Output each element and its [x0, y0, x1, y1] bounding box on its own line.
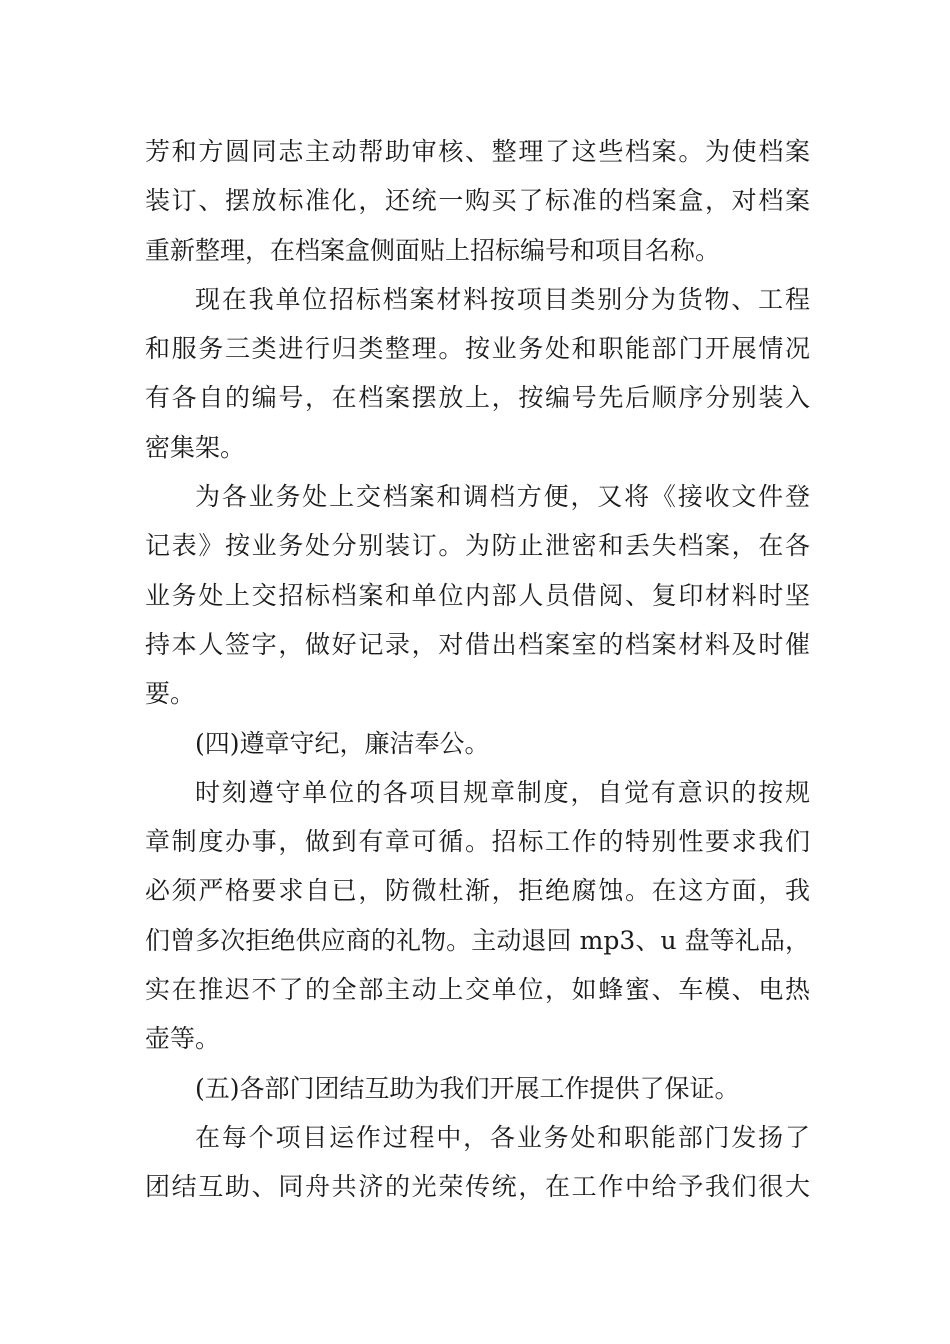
paragraph-first-line: 现在我单位招标档案材料按项目类别分为货物、工程	[195, 284, 810, 314]
text-line: 实在推迟不了的全部主动上交单位，如蜂蜜、车模、电热	[145, 975, 810, 1005]
text-line: 们曾多次拒绝供应商的礼物。主动退回 mp3、u 盘等礼品，	[145, 925, 810, 955]
body-text	[145, 127, 810, 1212]
text-line: 持本人签字，做好记录，对借出档案室的档案材料及时催	[145, 629, 810, 659]
text-line: 章制度办事，做到有章可循。招标工作的特别性要求我们	[145, 827, 810, 857]
text-line: 重新整理，在档案盒侧面贴上招标编号和项目名称。	[145, 235, 721, 265]
paragraph-first-line: 为各业务处上交档案和调档方便，又将《接收文件登	[195, 482, 810, 512]
text-line: 装订、摆放标准化，还统一购买了标准的档案盒，对档案	[145, 186, 810, 216]
text-line: 密集架。	[145, 432, 246, 462]
paragraph-first-line: 在每个项目运作过程中，各业务处和职能部门发扬了	[195, 1122, 810, 1152]
text-line: 记表》按业务处分别装订。为防止泄密和丢失档案，在各	[145, 531, 810, 561]
text-line: 芳和方圆同志主动帮助审核、整理了这些档案。为使档案	[145, 137, 810, 166]
text-line: 必须严格要求自已，防微杜渐，拒绝腐蚀。在这方面，我	[145, 876, 810, 906]
text-line: 团结互助、同舟共济的光荣传统，在工作中给予我们很大	[145, 1172, 810, 1202]
text-line: 有各自的编号，在档案摆放上，按编号先后顺序分别装入	[145, 383, 810, 413]
text-line: 业务处上交招标档案和单位内部人员借阅、复印材料时坚	[145, 580, 810, 610]
paragraph-first-line: 时刻遵守单位的各项目规章制度，自觉有意识的按规	[195, 777, 810, 807]
section-heading: (四)遵章守纪，廉洁奉公。	[195, 728, 490, 758]
section-heading: (五)各部门团结互助为我们开展工作提供了保证。	[195, 1073, 740, 1103]
text-line: 要。	[145, 679, 196, 709]
text-line: 壶等。	[145, 1024, 221, 1054]
text-line: 和服务三类进行归类整理。按业务处和职能部门开展情况	[145, 334, 810, 364]
